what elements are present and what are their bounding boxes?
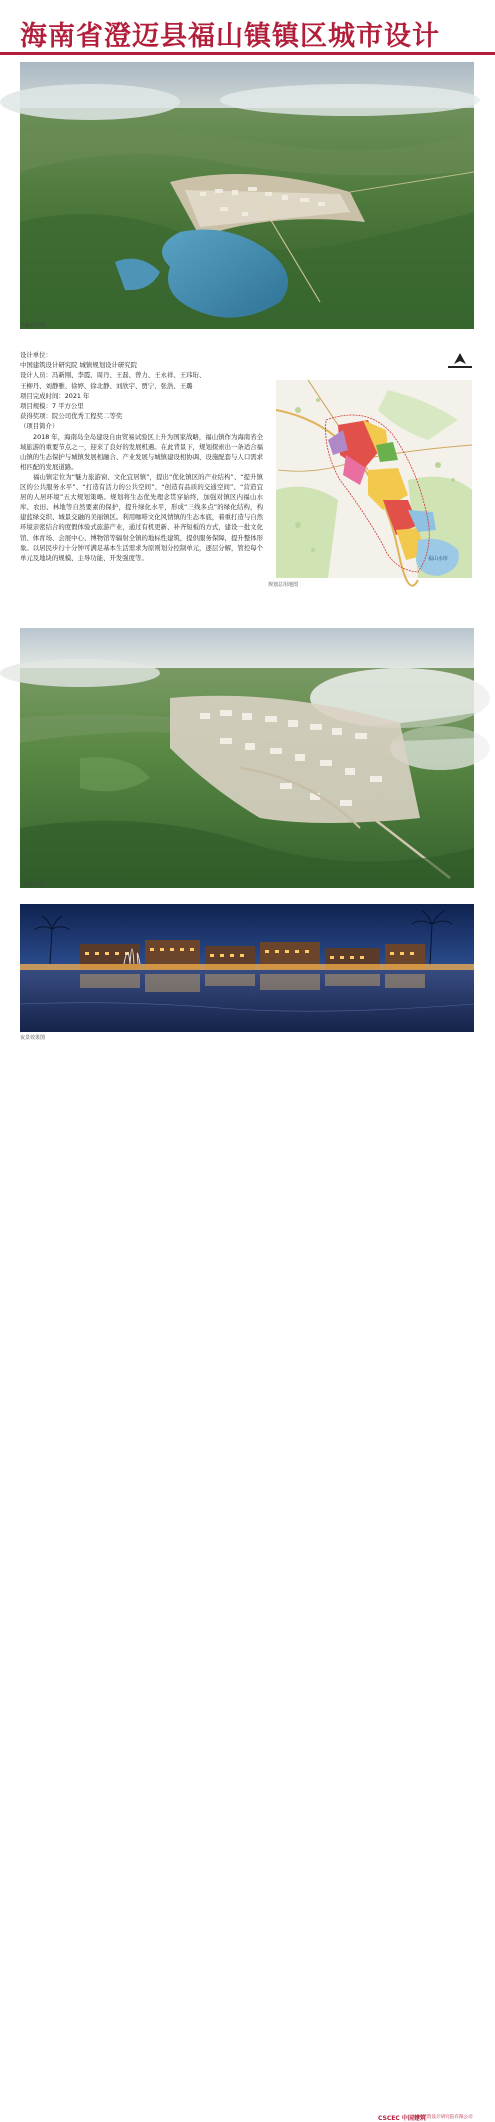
designers-line-1: 设计人员：冯新刚、李霞、周丹、王磊、曾力、王永祥、王玮珩、 <box>20 371 206 380</box>
design-unit-label: 设计单位： <box>20 351 52 359</box>
aerial-2-caption: 鸟瞰效果图 <box>20 882 46 888</box>
title-bar <box>0 0 495 62</box>
company-logo: CSCEC 中国建筑 <box>378 2115 426 2122</box>
plan-caption: 规划总用地图 <box>268 582 299 588</box>
intro-paragraph-2: 福山镇定位为“魅力旅游窗、文化宜居镇”，提出“优化镇区的产业结构”、“提升镇区的公共服务水平”、“打造有活力的公共空间”、“创造有品质的交通空间”、“营造宜居的人居环境”五大规划策略。规划将生态优先理念贯穿始终，加强对镇区内福山水库、农田、林地等自然要素的保护，提升绿化水平，形成“三线多点”的绿化结构，构建蓝绿交织、城景交融的美丽镇区。利用咖啡文化风情镇的生态本底，着重打造与自然环境亲密结合的度假体验式旅游产业，通过有机更新、补齐短板的方式，建设一批文化馆、体育场、会展中心、博物馆等辐射全镇的地标性建筑，提供服务保障，提升整体形象。以居民步行十分钟可满足基本生活需求为原则划分控制单元，逐层分解，管控每个单元及地块的规模、主导功能、开发强度等。 <box>20 473 263 562</box>
page-title: 海南省澄迈县福山镇镇区城市设计 <box>20 21 440 52</box>
design-unit-value: 中国建筑设计研究院 城镇规划设计研究院 <box>20 361 138 370</box>
project-info <box>20 350 263 563</box>
title-divider <box>0 52 495 55</box>
company-name: 中国建筑设计研究院有限公司 <box>413 2115 473 2120</box>
designers-line-2: 王柳丹、刘静雅、徐婷、徐北静、刘欣宇、贾宁、张浩、王璐 <box>20 381 193 390</box>
land-use-plan <box>268 350 474 588</box>
plan-lake-label: 福山水库 <box>428 556 449 562</box>
night-caption: 夜景效果图 <box>20 1035 46 1041</box>
award: 获得奖项：院公司优秀工程奖二等奖 <box>20 412 123 421</box>
aerial-render-1 <box>20 62 474 329</box>
aerial-1-caption: 鸟瞰效果图 <box>20 323 46 329</box>
intro-paragraph-1: 2018 年，海南岛全岛建设自由贸易试验区上升为国家战略，福山镇作为海南省全域旅游的重要节点之一，迎来了良好的发展机遇。在此背景下，规划探索出一条适合福山镇的生态保护与城镇发展相融合、产业发展与城镇建设相协调、设施配套与人口需求相匹配的发展道路。 <box>20 432 263 471</box>
footer <box>0 1055 495 2122</box>
night-render <box>20 904 474 1041</box>
project-scale: 项目规模：7 平方公里 <box>20 402 84 411</box>
aerial-render-2 <box>20 628 474 888</box>
intro-heading: （项目简介） <box>20 422 59 431</box>
completion-time: 项目完成时间：2021 年 <box>20 391 90 400</box>
